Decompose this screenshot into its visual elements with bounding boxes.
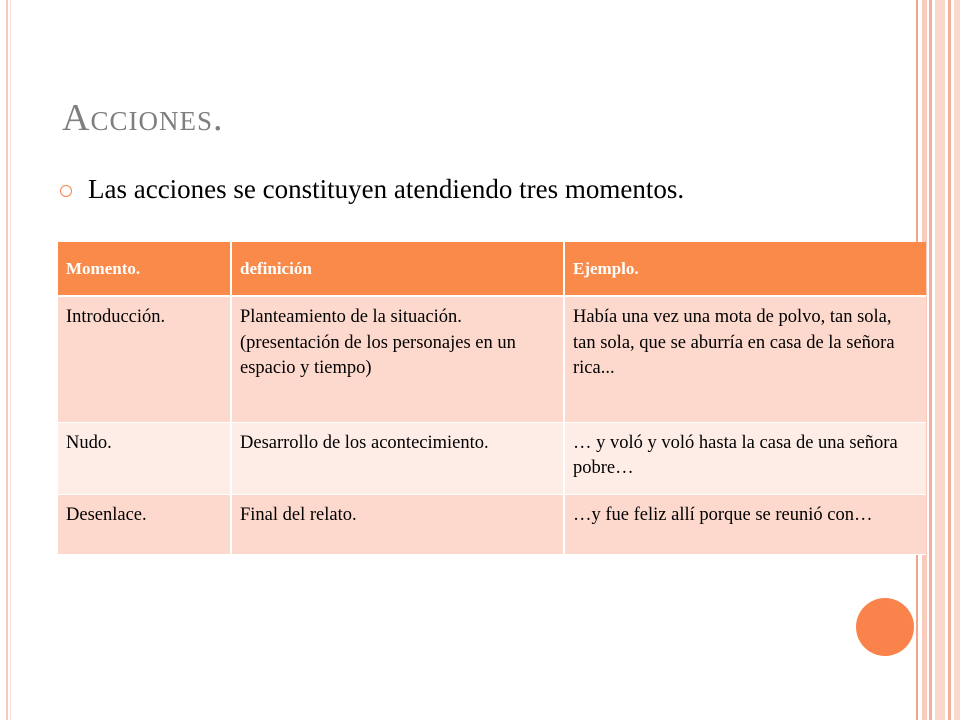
header-momento: Momento.: [58, 242, 231, 296]
left-frame-line-inner: [10, 0, 11, 720]
cell-momento: Nudo.: [58, 422, 231, 494]
decorative-circle: [856, 598, 914, 656]
header-ejemplo: Ejemplo.: [564, 242, 926, 296]
stripe: [954, 0, 960, 720]
left-frame-line: [6, 0, 8, 720]
cell-definicion: Desarrollo de los acontecimiento.: [231, 422, 564, 494]
header-definicion: definición: [231, 242, 564, 296]
bullet-item: [60, 174, 684, 205]
cell-ejemplo: … y voló y voló hasta la casa de una señora pobre…: [564, 422, 926, 494]
table-header-row: [58, 242, 926, 296]
stripe: [935, 0, 945, 720]
circle-bullet-icon: [60, 185, 72, 197]
cell-definicion: Planteamiento de la situación. (presentación de los personajes en un espacio y tiempo): [231, 296, 564, 422]
stripe: [929, 0, 932, 720]
table-row: [58, 296, 926, 422]
actions-table: [58, 242, 926, 555]
slide-title: Acciones.: [62, 97, 224, 139]
cell-definicion: Final del relato.: [231, 494, 564, 554]
table-row: [58, 494, 926, 554]
cell-ejemplo: Había una vez una mota de polvo, tan sola, tan sola, que se aburría en casa de la señora rica...: [564, 296, 926, 422]
cell-ejemplo: …y fue feliz allí porque se reunió con…: [564, 494, 926, 554]
table-row: [58, 422, 926, 494]
bullet-text: Las acciones se constituyen atendiendo tres momentos.: [88, 174, 685, 204]
cell-momento: Desenlace.: [58, 494, 231, 554]
stripe: [948, 0, 951, 720]
cell-momento: Introducción.: [58, 296, 231, 422]
